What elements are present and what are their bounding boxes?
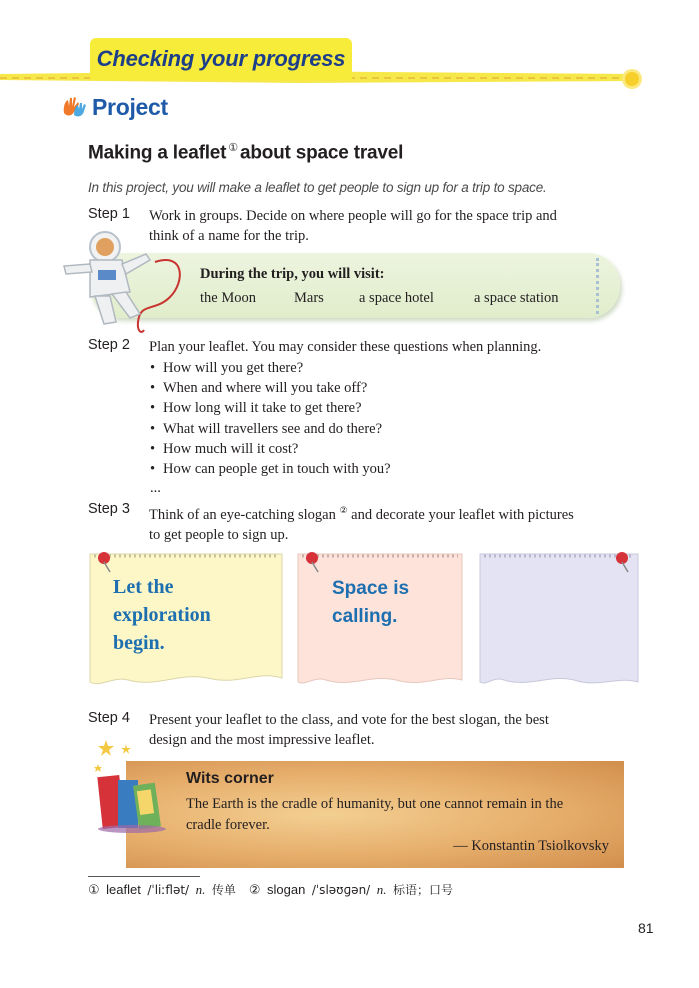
banner-end-dot <box>625 72 639 86</box>
note2-text <box>332 575 409 631</box>
trip-item: a space hotel <box>359 290 434 306</box>
progress-banner: Checking your progress <box>90 38 352 80</box>
hands-logo-icon <box>60 93 88 121</box>
step1-line2: think of a name for the trip. <box>149 228 309 244</box>
footnote-pos: n. <box>195 882 206 897</box>
footnote-word: slogan <box>267 882 306 897</box>
footnote-1 <box>88 882 239 897</box>
step4-label: Step 4 <box>88 710 130 726</box>
step1-line1: Work in groups. Decide on where people will go for the space trip and <box>149 208 557 224</box>
list-item: • How will you get there? <box>150 358 391 378</box>
project-title: Project <box>92 93 168 120</box>
footnote-meaning: 标语；口号 <box>392 883 453 897</box>
note2-line: calling. <box>332 606 398 627</box>
step3-line1-before: Think of an eye-catching slogan <box>149 506 336 523</box>
list-item: • When and where will you take off? <box>150 378 391 398</box>
list-item: • How can people get in touch with you? <box>150 459 391 479</box>
project-heading <box>60 90 168 124</box>
step4-line2: design and the most impressive leaflet. <box>149 732 375 748</box>
step4-text <box>149 710 629 750</box>
quote-author: — Konstantin Tsiolkovsky <box>453 838 609 854</box>
step2-label: Step 2 <box>88 337 130 353</box>
question-list <box>150 358 391 479</box>
title-text-after: about space travel <box>239 142 404 164</box>
intro-text: In this project, you will make a leaflet to get people to sign up for a trip to space. <box>88 180 547 195</box>
step1-text <box>149 206 629 246</box>
footnotes <box>88 881 453 898</box>
wits-corner-title: Wits corner <box>186 770 274 787</box>
page-number: 81 <box>638 920 654 936</box>
quote-line1: The Earth is the cradle of humanity, but one cannot remain in the <box>186 796 564 812</box>
footnote-ipa: /ˈliːflət/ <box>147 883 190 897</box>
footnote-ipa: /ˈsləʊɡən/ <box>311 883 371 897</box>
note1-line: begin. <box>113 632 165 654</box>
note2-line: Space is <box>332 578 410 599</box>
footnote-rule <box>88 876 200 877</box>
list-ellipsis: ... <box>150 480 161 496</box>
trip-box-dotted-edge <box>596 258 599 314</box>
note1-text <box>113 573 211 657</box>
step3-text <box>149 501 629 545</box>
step3-line1 <box>149 501 629 525</box>
step4-line1: Present your leaflet to the class, and vote for the best slogan, the best <box>149 712 549 728</box>
slogan-note-lavender <box>478 550 640 690</box>
trip-item: the Moon <box>200 290 256 306</box>
footnote-mark: ① <box>88 883 100 898</box>
books-icon <box>92 738 182 834</box>
wits-corner-quote <box>186 794 616 836</box>
list-item: • How much will it cost? <box>150 439 391 459</box>
quote-line2: cradle forever. <box>186 817 270 833</box>
title-text-before: Making a leaflet <box>88 142 227 164</box>
section-title <box>88 141 403 164</box>
footnote-word: leaflet <box>106 882 141 897</box>
list-item: • What will travellers see and do there? <box>150 419 391 439</box>
title-footnote-mark: ① <box>228 142 238 154</box>
note1-line: exploration <box>113 604 211 626</box>
astronaut-icon <box>60 222 190 337</box>
trip-item: a space station <box>474 290 559 306</box>
step3-line2: to get people to sign up. <box>149 526 289 543</box>
footnote-2 <box>249 882 453 897</box>
trip-heading: During the trip, you will visit: <box>200 266 385 282</box>
step1-label: Step 1 <box>88 206 130 222</box>
note1-line: Let the <box>113 576 174 598</box>
step3-label: Step 3 <box>88 501 130 517</box>
footnote-pos: n. <box>376 882 387 897</box>
step2-text: Plan your leaflet. You may consider these questions when planning. <box>149 339 542 355</box>
footnote-meaning: 传单 <box>211 883 236 897</box>
step3-footnote-mark: ② <box>339 506 348 516</box>
footnote-mark: ② <box>248 883 261 898</box>
step3-line1-after: and decorate your leaflet with pictures <box>351 506 574 523</box>
list-item: • How long will it take to get there? <box>150 398 391 418</box>
trip-item: Mars <box>294 290 324 306</box>
